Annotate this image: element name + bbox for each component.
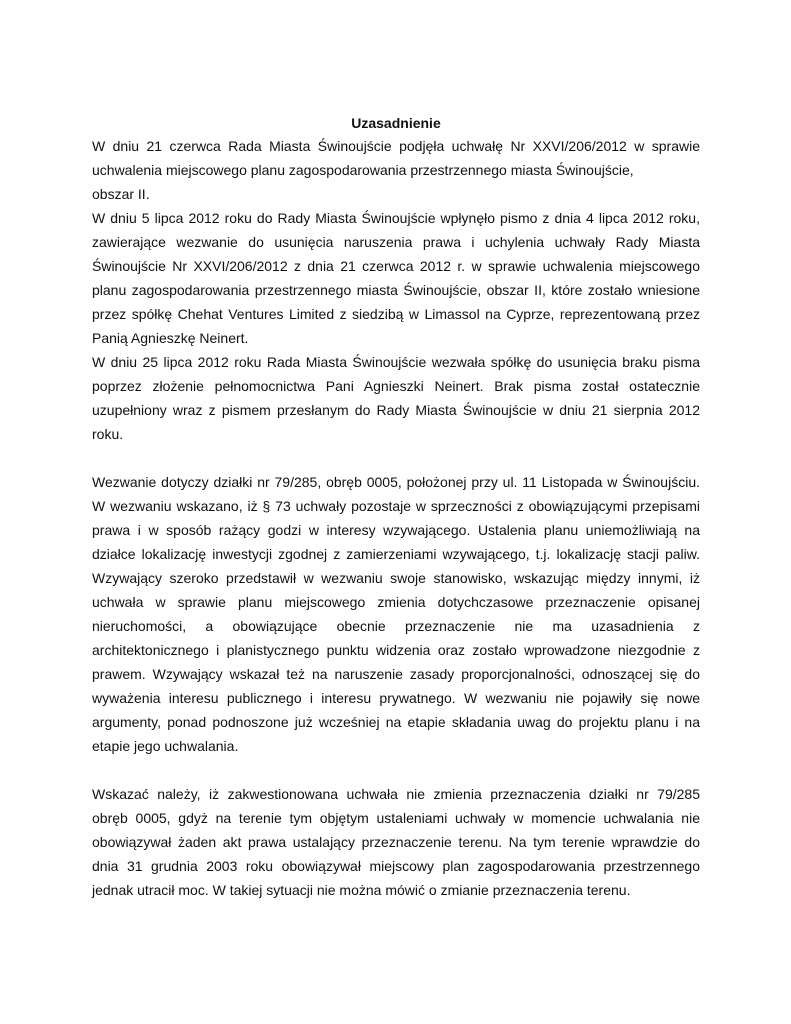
text-line: planu zagospodarowania przestrzennego miasta Świnoujście, obszar II, które zostało wniesione — [92, 282, 700, 298]
text-line: Wzywający szeroko przedstawił w wezwaniu swoje stanowisko, wskazując między innymi, iż — [92, 570, 700, 586]
text-line: Świnoujście Nr XXVI/206/2012 z dnia 21 czerwca 2012 r. w sprawie uchwalenia miejscowego — [92, 258, 700, 274]
text-line: dnia 31 grudnia 2003 roku obowiązywał miejscowy plan zagospodarowania przestrzennego — [92, 858, 700, 874]
paragraph-4 — [92, 470, 700, 758]
text-line: prawa i w sposób rażący godzi w interesy wzywającego. Ustalenia planu uniemożliwiają na — [92, 522, 700, 538]
text-line: uzupełniony wraz z pismem przesłanym do Rady Miasta Świnoujście w dniu 21 sierpnia 2012 — [92, 402, 700, 418]
text-line: Wskazać należy, iż zakwestionowana uchwała nie zmienia przeznaczenia działki nr 79/285 — [92, 786, 700, 802]
text-line: roku. — [92, 426, 124, 442]
text-line: obowiązywał żaden akt prawa ustalający przeznaczenie terenu. Na tym terenie wprawdzie do — [92, 834, 700, 850]
text-line: zawierające wezwanie do usunięcia naruszenia prawa i uchylenia uchwały Rady Miasta — [92, 234, 700, 250]
text-line: przez spółkę Chehat Ventures Limited z siedzibą w Limassol na Cyprze, reprezentowaną przez — [92, 306, 700, 322]
paragraph-1 — [92, 134, 700, 206]
text-line: jednak utracił moc. W takiej sytuacji nie można mówić o zmianie przeznaczenia terenu. — [92, 882, 631, 898]
text-line: uchwalenia miejscowego planu zagospodarowania przestrzennego miasta Świnoujście, — [92, 162, 634, 178]
text-line: Panią Agnieszkę Neinert. — [92, 330, 249, 346]
text-line: działce lokalizację inwestycji zgodnej z zamierzeniami wzywającego, t.j. lokalizację stacji paliw. — [92, 546, 700, 562]
text-line: nieruchomości, a obowiązujące obecnie przeznaczenie nie ma uzasadnienia z — [92, 618, 700, 634]
text-line: W wezwaniu wskazano, iż § 73 uchwały pozostaje w sprzeczności z obowiązującymi przepisami — [92, 498, 700, 514]
text-line: wyważenia interesu publicznego i interesu prywatnego. W wezwaniu nie pojawiły się nowe — [92, 690, 700, 706]
text-line: W dniu 25 lipca 2012 roku Rada Miasta Świnoujście wezwała spółkę do usunięcia braku pisma — [92, 354, 700, 370]
paragraph-spacer — [92, 446, 700, 470]
text-line: obszar II. — [92, 186, 150, 202]
paragraph-5 — [92, 782, 700, 902]
paragraph-2 — [92, 206, 700, 350]
text-line: poprzez złożenie pełnomocnictwa Pani Agnieszki Neinert. Brak pisma został ostatecznie — [92, 378, 700, 394]
paragraph-spacer — [92, 758, 700, 782]
text-line: architektonicznego i planistycznego punktu widzenia oraz zostało wprowadzone niezgodnie z — [92, 642, 700, 658]
text-line: uchwała w sprawie planu miejscowego zmienia dotychczasowe przeznaczenie opisanej — [92, 594, 700, 610]
text-line: etapie jego uchwalania. — [92, 738, 239, 754]
text-line: W dniu 5 lipca 2012 roku do Rady Miasta Świnoujście wpłynęło pismo z dnia 4 lipca 2012 roku, — [92, 210, 700, 226]
text-line: obręb 0005, gdyż na terenie tym objętym ustaleniami uchwały w momencie uchwalania nie — [92, 810, 700, 826]
text-line: Wezwanie dotyczy działki nr 79/285, obręb 0005, położonej przy ul. 11 Listopada w Świnoujściu. — [92, 474, 700, 490]
text-line: W dniu 21 czerwca Rada Miasta Świnoujście podjęła uchwałę Nr XXVI/206/2012 w sprawie — [92, 138, 700, 154]
text-line: prawem. Wzywający wskazał też na naruszenie zasady proporcjonalności, odnoszącej się do — [92, 666, 700, 682]
text-line: argumenty, ponad podnoszone już wcześniej na etapie składania uwag do projektu planu i na — [92, 714, 700, 730]
paragraph-3 — [92, 350, 700, 446]
document-page — [92, 112, 700, 902]
document-title: Uzasadnienie — [351, 115, 441, 131]
